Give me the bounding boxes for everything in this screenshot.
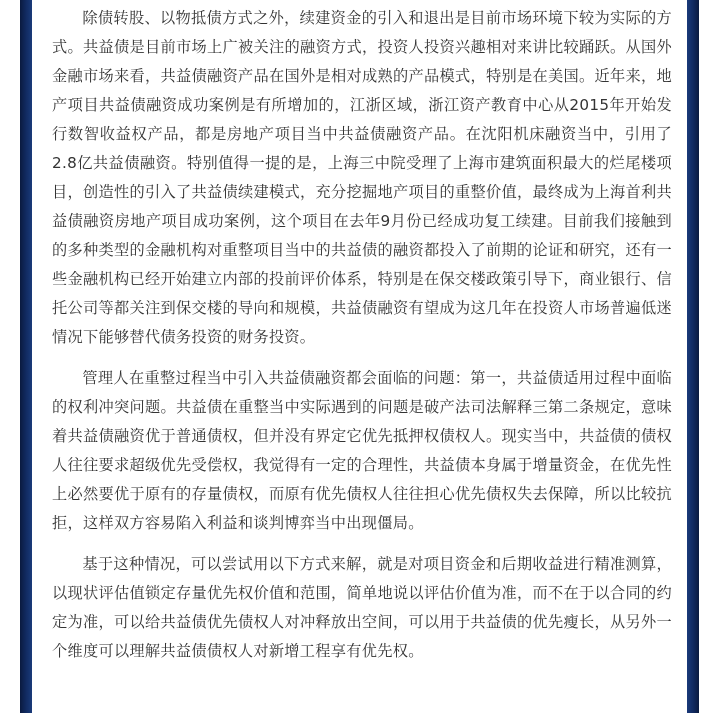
left-decorative-border bbox=[20, 0, 32, 713]
right-decorative-border bbox=[687, 0, 699, 713]
article-paragraph-3: 基于这种情况，可以尝试用以下方式来解，就是对项目资金和后期收益进行精准测算，以现状评估值锁定存量优先权价值和范围，简单地说以评估价值为准，而不在于以合同的约定为准，可以给共益债优先债权人对冲释放出空间，可以用于共益债的优先瘦长，从另外一个维度可以理解共益债债权人对新增工程享有优先权。 bbox=[52, 555, 672, 660]
article-paragraph-2: 管理人在重整过程当中引入共益债融资都会面临的问题：第一，共益债适用过程中面临的权利冲突问题。共益债在重整当中实际遇到的问题是破产法司法解释三第二条规定，意味着共益债融资优于普通债权，但并没有界定它优先抵押权债权人。现实当中，共益债的债权人往往要求超级优先受偿权，我觉得有一定的合理性，共益债本身属于增量资金，在优先性上必然要优于原有的存量债权，而原有优先债权人往往担心优先债权失去保障，所以比较抗拒，这样双方容易陷入利益和谈判博弈当中出现僵局。 bbox=[52, 369, 672, 532]
article-paragraph-1: 除债转股、以物抵债方式之外，续建资金的引入和退出是目前市场环境下较为实际的方式。共益债是目前市场上广被关注的融资方式，投资人投资兴趣相对来讲比较踊跃。从国外金融市场来看，共益债融资产品在国外是相对成熟的产品模式，特别是在美国。近年来，地产项目共益债融资成功案例是有所增加的，江浙区域，浙江资产教育中心从2015年开始发行数智收益权产品，都是房地产项目当中共益债融资产品。在沈阳机床融资当中，引用了2.8亿共益债融资。特别值得一提的是，上海三中院受理了上海市建筑面积最大的烂尾楼项目，创造性的引入了共益债续建模式，充分挖掘地产项目的重整价值，最终成为上海首利共益债融资房地产项目成功案例，这个项目在去年9月份已经成功复工续建。目前我们接触到的多种类型的金融机构对重整项目当中的共益债的融资都投入了前期的论证和研究，还有一些金融机构已经开始建立内部的投前评价体系，特别是在保交楼政策引导下，商业银行、信托公司等都关注到保交楼的导向和规模，共益债融资有望成为这几年在投资人市场普遍低迷情况下能够替代债务投资的财务投资。 bbox=[52, 9, 672, 346]
article-body bbox=[52, 4, 672, 678]
